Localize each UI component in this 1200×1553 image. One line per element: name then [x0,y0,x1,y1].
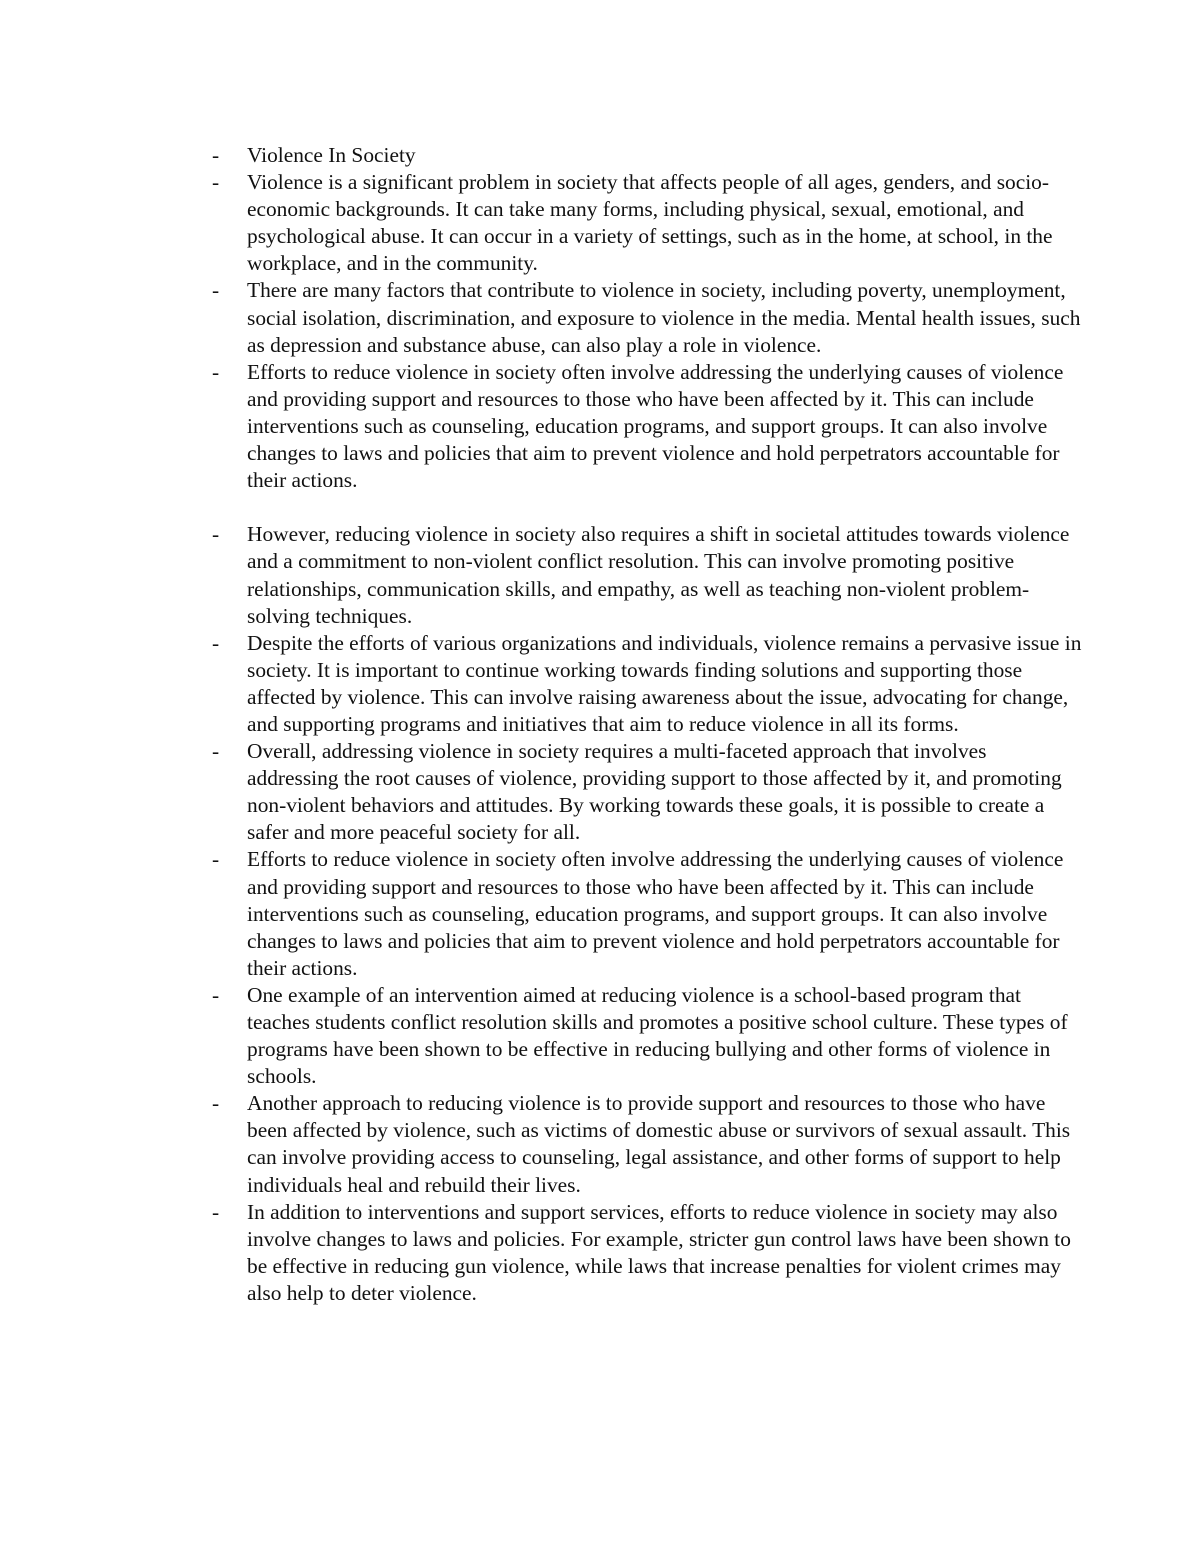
paragraph-text: One example of an intervention aimed at reducing violence is a school-based program that teaches students conflict resolution skills and promotes a positive school culture. These types of programs have been shown to be effective in reducing bullying and other forms of violence in schools. [247,982,1068,1089]
dash-bullet: - [212,630,220,655]
list-item [212,982,1082,1090]
dash-bullet: - [212,847,220,872]
paragraph-text: However, reducing violence in society also requires a shift in societal attitudes towards violence and a commitment to non-violent conflict resolution. This can involve promoting positive relationships, communication skills, and empathy, as well as teaching non-violent problem-solving techniques. [247,522,1070,628]
list-item [212,277,1082,358]
list-item [212,1199,1082,1307]
list-item [212,630,1082,738]
dash-bullet: - [212,359,220,384]
paragraph-text: Another approach to reducing violence is to provide support and resources to those who have been affected by violence, such as victims of domestic abuse or survivors of sexual assault. This can involve providing access to counseling, legal assistance, and other forms of support to help individuals heal and rebuild their lives. [247,1091,1071,1197]
dash-bullet: - [212,522,220,547]
paragraph-text: Violence is a significant problem in society that affects people of all ages, genders, and socio-economic backgrounds. It can take many forms, including physical, sexual, emotional, and psychological abuse. It can occur in a variety of settings, such as in the home, at school, in the workplace, and in the community. [247,170,1053,276]
paragraph-text: In addition to interventions and support services, efforts to reduce violence in society may also involve changes to laws and policies. For example, stricter gun control laws have been shown to be effective in reducing gun violence, while laws that increase penalties for violent crimes may also help to deter violence. [247,1199,1071,1305]
paragraph-text: Efforts to reduce violence in society often involve addressing the underlying causes of violence and providing support and resources to those who have been affected by it. This can include interventions such as counseling, education programs, and support groups. It can also involve changes to laws and policies that aim to prevent violence and hold perpetrators accountable for their actions. [247,847,1064,980]
dash-bullet: - [212,143,220,167]
dash-bullet: - [212,170,220,195]
document-title: Violence In Society [247,143,416,167]
dash-bullet: - [212,278,220,303]
list-item [212,359,1082,494]
dash-bullet: - [212,739,220,764]
list-item [212,1090,1082,1198]
list-item [212,169,1082,277]
bullet-list [212,142,1082,1307]
dash-bullet: - [212,1199,220,1224]
paragraph-text: Despite the efforts of various organizations and individuals, violence remains a pervasive issue in society. It is important to continue working towards finding solutions and supporting those affected by violence. This can involve raising awareness about the issue, advocating for change, and supporting programs and initiatives that aim to reduce violence in all its forms. [247,630,1082,736]
list-item [212,738,1082,846]
paragraph-text: There are many factors that contribute to violence in society, including poverty, unemployment, social isolation, discrimination, and exposure to violence in the media. Mental health issues, such as depression and substance abuse, can also play a role in violence. [247,278,1081,357]
list-item-title [212,142,1082,169]
list-item [212,521,1082,629]
list-item [212,846,1082,981]
paragraph-text: Efforts to reduce violence in society often involve addressing the underlying causes of violence and providing support and resources to those who have been affected by it. This can include interventions such as counseling, education programs, and support groups. It can also involve changes to laws and policies that aim to prevent violence and hold perpetrators accountable for their actions. [247,359,1064,493]
paragraph-text: Overall, addressing violence in society requires a multi-faceted approach that involves addressing the root causes of violence, providing support to those affected by it, and promoting non-violent behaviors and attitudes. By working towards these goals, it is possible to create a safer and more peaceful society for all. [247,739,1062,845]
dash-bullet: - [212,982,220,1007]
dash-bullet: - [212,1091,220,1116]
